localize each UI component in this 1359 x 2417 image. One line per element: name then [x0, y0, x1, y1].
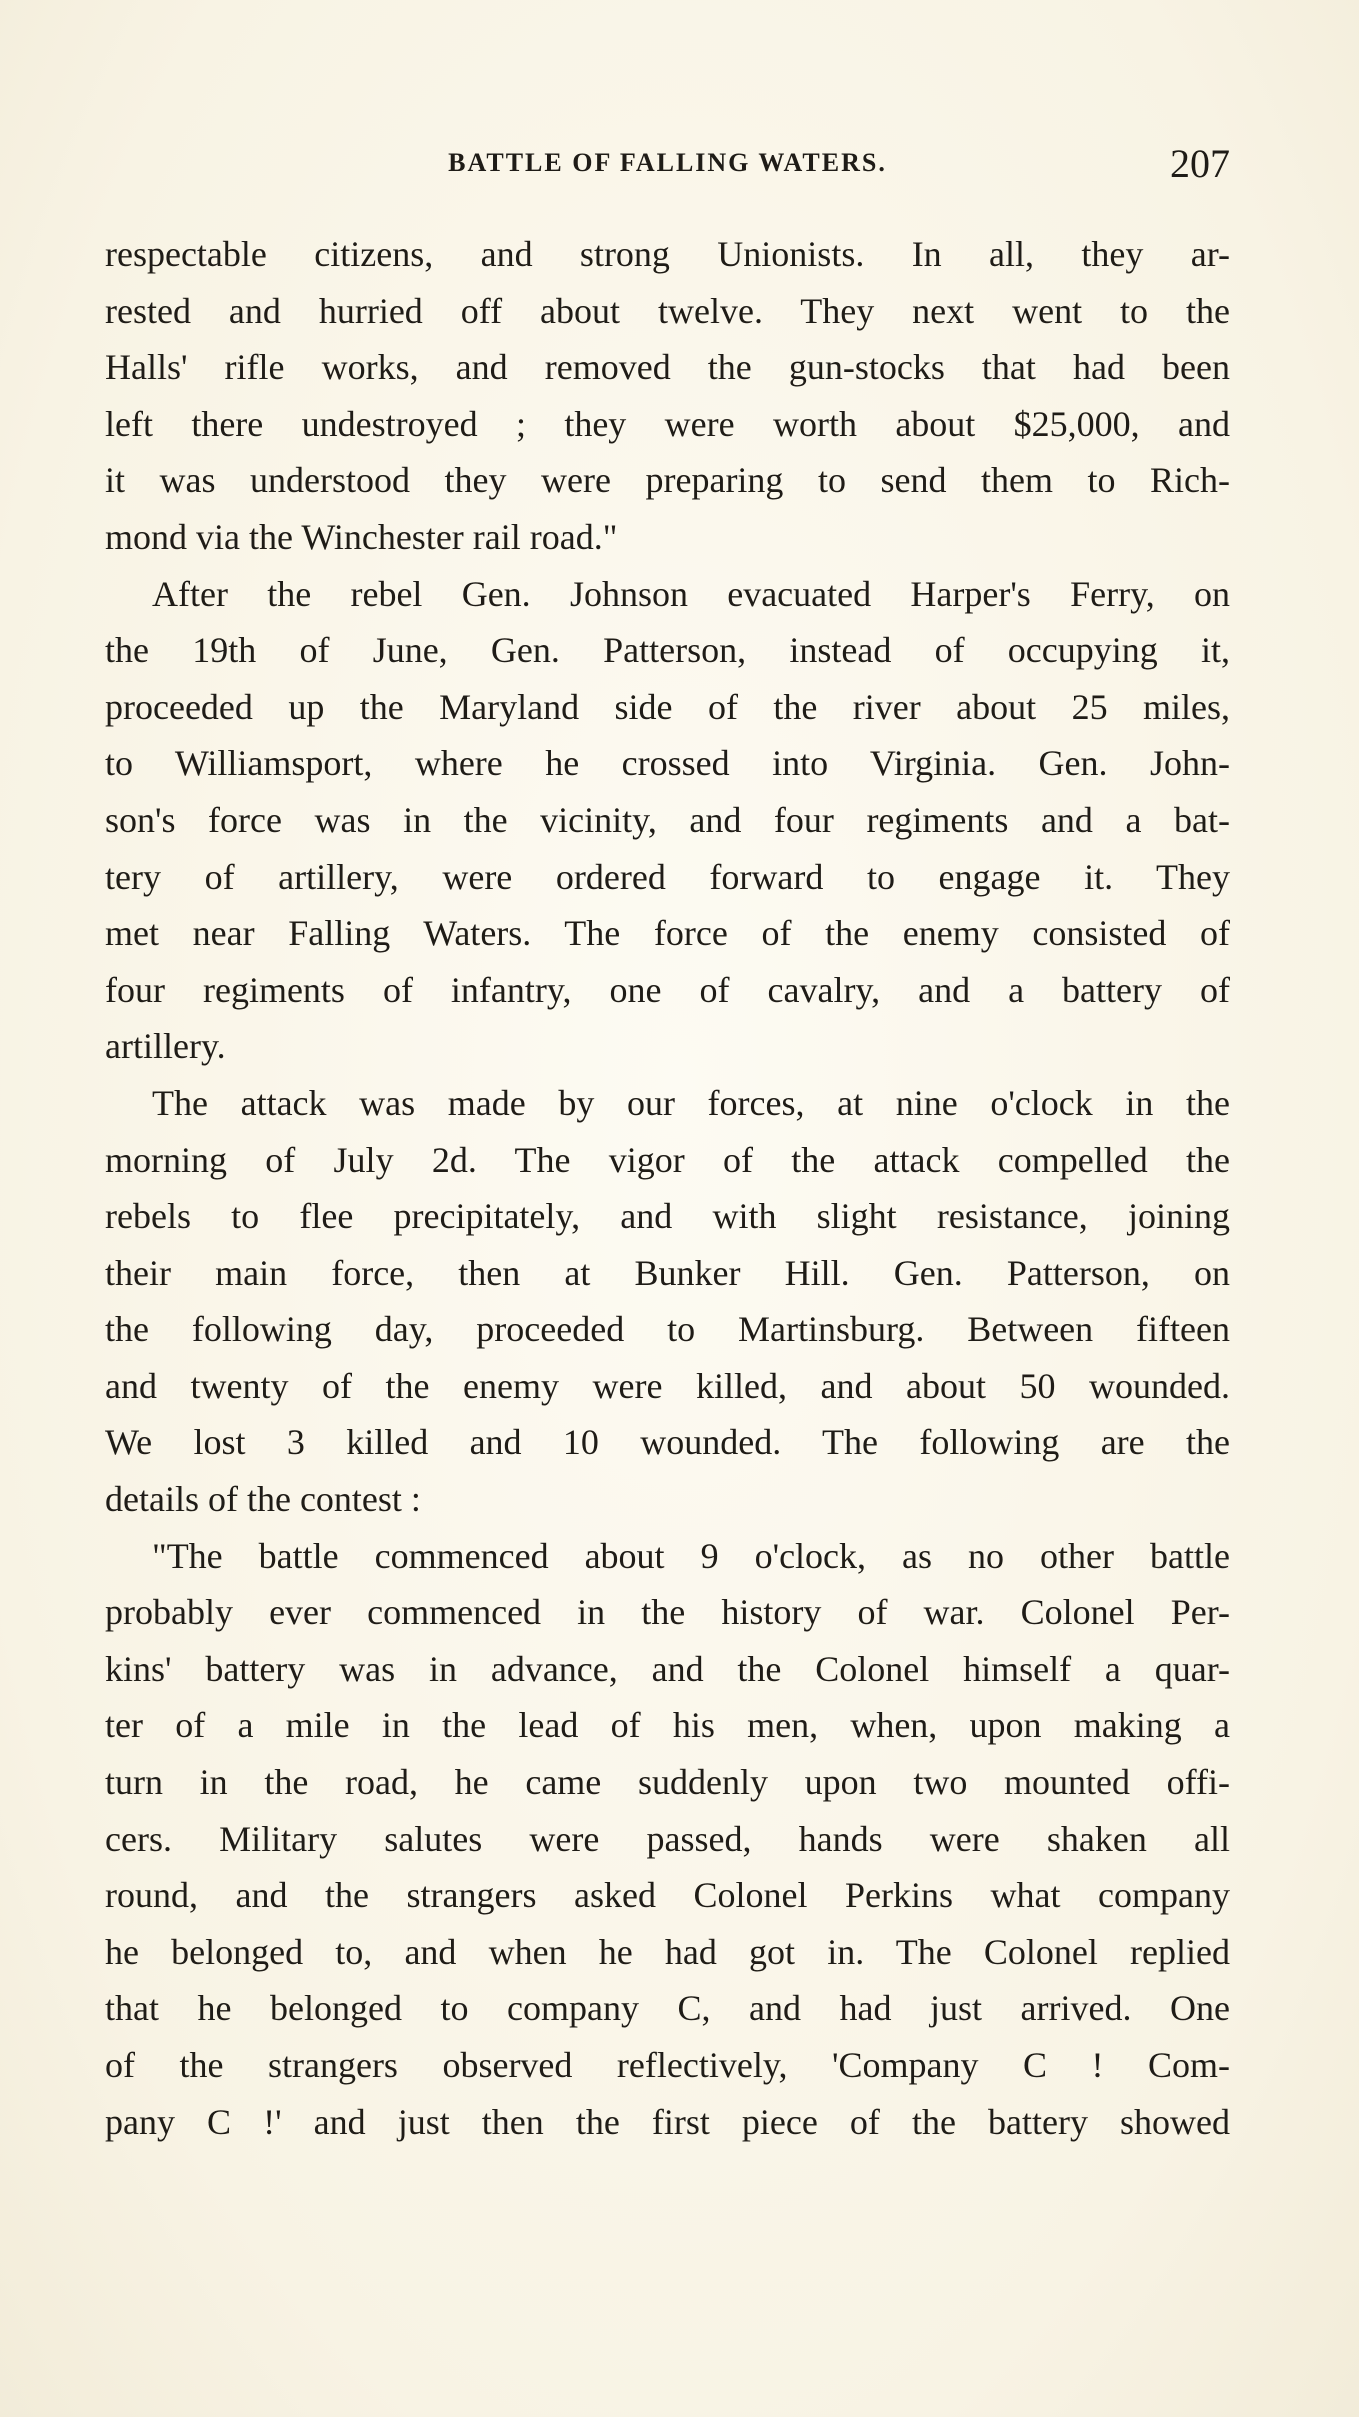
text-line: cers. Military salutes were passed, hands were shaken all	[105, 1818, 1230, 1859]
page-number: 207	[1170, 141, 1230, 186]
text-line: that he belonged to company C, and had just arrived. One	[105, 1988, 1230, 2029]
text-line: ter of a mile in the lead of his men, when, upon making a	[105, 1705, 1230, 1746]
text-line: it was understood they were preparing to send them to Rich-	[105, 460, 1230, 501]
text-line: pany C !' and just then the first piece of the battery showed	[105, 2101, 1230, 2142]
text-line: kins' battery was in advance, and the Colonel himself a quar-	[105, 1648, 1230, 1689]
paragraph-start-line: The attack was made by our forces, at nine o'clock in the	[152, 1082, 1230, 1123]
text-line: tery of artillery, were ordered forward to engage it. They	[105, 856, 1230, 897]
text-line: turn in the road, he came suddenly upon two mounted offi-	[105, 1762, 1230, 1803]
running-head: BATTLE OF FALLING WATERS.	[448, 148, 887, 177]
text-line: he belonged to, and when he had got in. The Colonel replied	[105, 1931, 1230, 1972]
text-line: rested and hurried off about twelve. They next went to the	[105, 290, 1230, 331]
page-header	[105, 140, 1230, 200]
text-line: artillery.	[105, 1026, 226, 1067]
text-line: the 19th of June, Gen. Patterson, instead of occupying it,	[105, 630, 1230, 671]
text-line: proceeded up the Maryland side of the river about 25 miles,	[105, 686, 1230, 727]
text-line: round, and the strangers asked Colonel Perkins what company	[105, 1875, 1230, 1916]
text-line: met near Falling Waters. The force of the enemy consisted of	[105, 913, 1230, 954]
text-line: mond via the Winchester rail road."	[105, 516, 618, 557]
paragraph-start-line: "The battle commenced about 9 o'clock, as no other battle	[152, 1535, 1230, 1576]
text-line: of the strangers observed reflectively, 'Company C ! Com-	[105, 2045, 1230, 2085]
paragraph-start-line: After the rebel Gen. Johnson evacuated Harper's Ferry, on	[152, 573, 1230, 614]
text-line: and twenty of the enemy were killed, and about 50 wounded.	[105, 1365, 1230, 1406]
text-line: four regiments of infantry, one of cavalry, and a battery of	[105, 969, 1230, 1010]
text-line: morning of July 2d. The vigor of the attack compelled the	[105, 1139, 1230, 1180]
text-line: their main force, then at Bunker Hill. Gen. Patterson, on	[105, 1252, 1230, 1293]
text-line: We lost 3 killed and 10 wounded. The following are the	[105, 1422, 1230, 1463]
text-line: probably ever commenced in the history of war. Colonel Per-	[105, 1592, 1230, 1633]
text-line: Halls' rifle works, and removed the gun-stocks that had been	[105, 347, 1230, 388]
text-line: to Williamsport, where he crossed into Virginia. Gen. John-	[105, 743, 1230, 784]
text-line: the following day, proceeded to Martinsburg. Between fifteen	[105, 1309, 1230, 1350]
text-line: rebels to flee precipitately, and with slight resistance, joining	[105, 1196, 1230, 1237]
text-line: respectable citizens, and strong Unionists. In all, they ar-	[105, 234, 1230, 274]
body-text	[105, 226, 1230, 2150]
text-line: son's force was in the vicinity, and four regiments and a bat-	[105, 799, 1230, 840]
text-line: details of the contest :	[105, 1479, 421, 1520]
text-line: left there undestroyed ; they were worth about $25,000, and	[105, 403, 1230, 444]
